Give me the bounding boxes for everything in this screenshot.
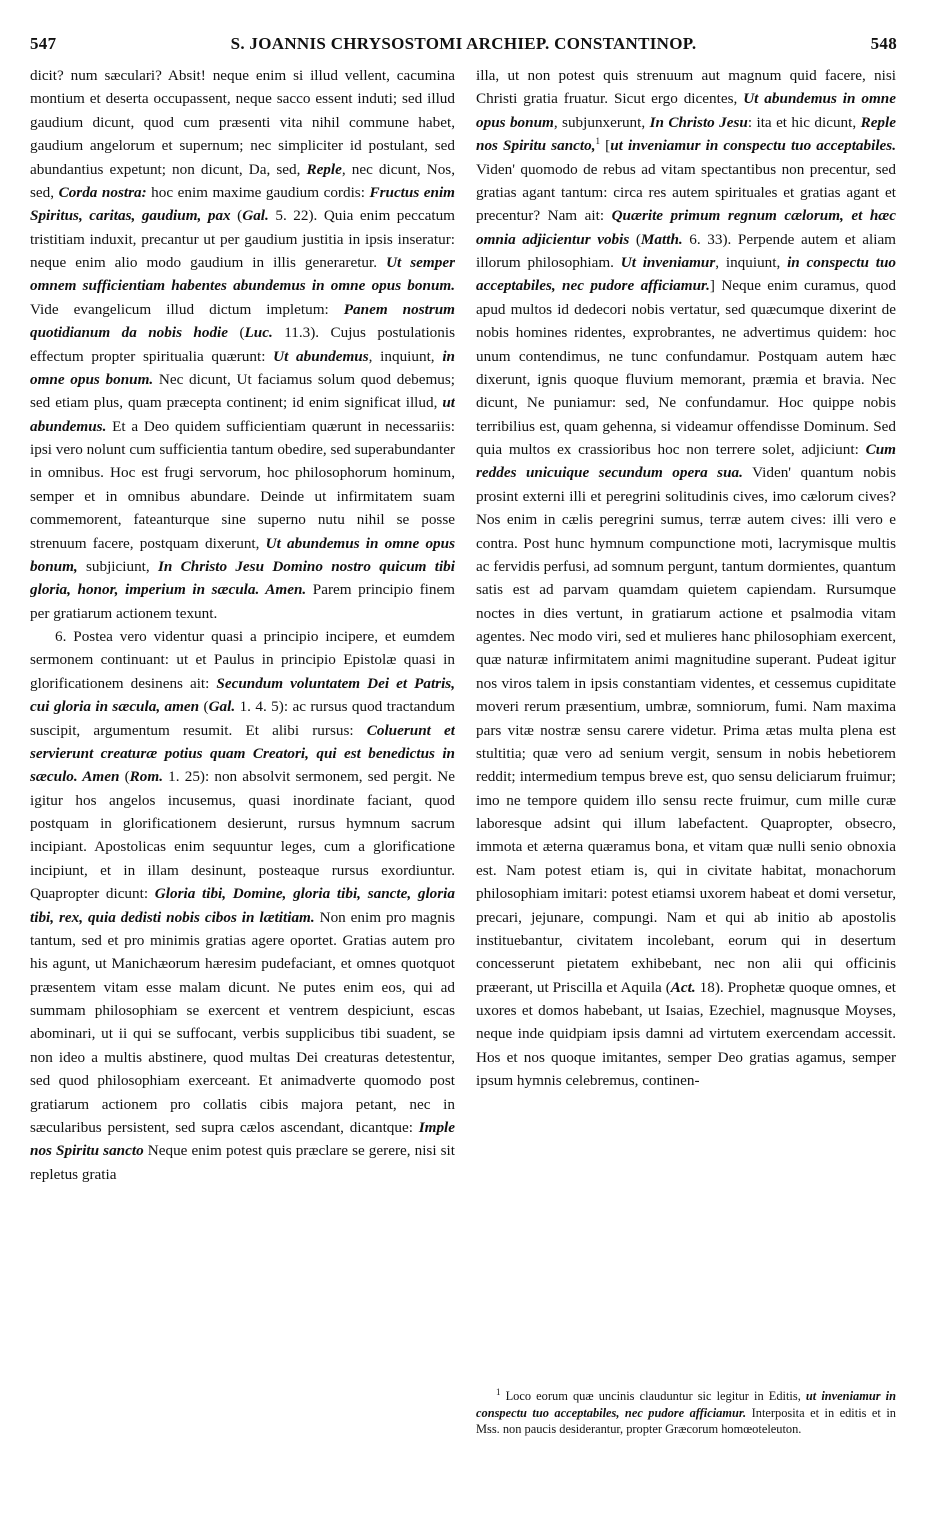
paragraph	[30, 64, 455, 625]
citation-text: Matth.	[640, 230, 683, 248]
body-text: hoc enim maxime gaudium cordis:	[146, 183, 370, 201]
body-text: ] Neque enim curamus, quod apud multos id dedecori nobis vertatur, sed quæcumque dixerint de nobis homines ridentes, exprobrantes, ne advertimus quidem: hoc unum contendimus, ne tunc confundamur. Postquam autem hæc dixerunt, ignis quoque fluvium memorant, præmia et bravia. Nec dicunt, Ne puniamur: sed, Ne confundamur. Hoc quippe nobis terribilius est, quam gehenna, si videamur offendisse Dominum. Sed quia multos ex crassioribus hoc non terrere solet, adjiciunt:	[476, 277, 896, 458]
body-text: (	[199, 698, 209, 716]
citation-text: In Christo Jesu	[649, 113, 748, 131]
paragraph	[30, 625, 455, 1186]
body-text: 1. 25): non absolvit sermonem, sed pergit. Ne igitur hos angelos incusemus, quasi inordinate faciant, quod postquam in glorificationem desierunt, rursus hymnum sacrum incipiant. Apostolicas enim sequuntur leges, cum a glorificatione incipiunt, et in illam desinunt, posteaque rursus exordiuntur. Quapropter dicunt:	[30, 768, 455, 903]
body-text: (	[228, 324, 245, 342]
body-text: Loco eorum quæ uncinis clauduntur sic legitur in Editis,	[500, 1389, 806, 1403]
citation-text: Corda nostra:	[58, 183, 147, 201]
citation-text: ut inveniamur in conspectu tuo acceptabiles, nec pudore afficiamur.	[476, 1389, 897, 1420]
citation-text: In Christo Jesu Domino nostro quicum tibi gloria, honor, imperium in sæcula. Amen.	[30, 557, 455, 599]
body-text: (	[119, 768, 130, 786]
right-column	[476, 64, 896, 1384]
citation-text: Cum reddes unicuique secundum opera sua.	[476, 441, 896, 482]
body-text: , subjunxerunt,	[553, 113, 650, 131]
citation-text: Panem nostrum quotidianum da nobis hodie	[30, 300, 455, 342]
body-text: 11.3). Cujus postulationis effectum propter spiritualia quærunt:	[30, 324, 455, 365]
left-column	[30, 64, 455, 1474]
citation-text: Act.	[670, 978, 696, 996]
citation-text: Fructus enim Spiritus, caritas, gaudium, pax	[30, 183, 455, 225]
page-number-right: 548	[870, 34, 897, 53]
body-text: , inquiunt,	[368, 347, 443, 365]
citation-text: Rom.	[129, 768, 163, 786]
body-text: 6. 33). Perpende autem et aliam illorum philosophiam.	[476, 230, 896, 271]
body-text: , nec dicunt, Nos, sed,	[30, 160, 455, 201]
citation-text: ut abundemus.	[30, 394, 455, 435]
body-text: Viden' quantum nobis prosint externi illi et peregrini solitudinis cives, imo cælorum cives? Nos enim in cælis peregrini sumus, terræ autem cives: illi vero e contra. Post hunc hymnum compunctione moti, lacrymisque multis ac fervidis perfusi, ad somnum pergunt, tantum dormientes, quantum satis est ad parvam quamdam quietem capiendam. Rursumque noctes in dies vertunt, in gratiarum actione et psalmodia vitam agentes. Nec modo viri, sed et mulieres hanc philosophiam exercent, quæ naturæ infirmitatem animi magnitudine superant. Pudeat igitur nos viros talem in ipsis constantiam videntes, et cessemus cupiditate moveri rerum præsentium, umbræ, somniorum, fumi. Nam maxima pars vitæ nostræ sensu carere videtur. Prima ætas multa plena est stultitia; quæ vero ad senium vergit, sensum in nobis hebetiorem reddit; intermedium tempus breve est, quo sensu deliciarum fruimur; imo ne tempore quidem illo sensu recte fruimur, cum mille curæ laboresque adsint qui illum labefactent. Quapropter, obsecro, immota et æterna quæramus bona, et vitam quæ nulli senio obnoxia est. Nam potest etiam is, qui in civitate habitat, monachorum philosophiam imitari: potest etiamsi uxorem habeat et domi versetur, precari, jejunare, compungi. Nam et qui ab initio ab apostolis instituebantur, civitatem incolebant, eorum qui in desertum concesserunt pietatem exhibebant, nec non alii qui officinis præerant, ut Priscilla et Aquila (	[476, 464, 896, 996]
body-text: (	[629, 230, 641, 248]
body-text: Et a Deo quidem sufficientiam quærunt in necessariis: ipsi vero nolunt cum sufficientia tantum obedire, sed superabundanter in omnibus. Hoc est frugi servorum, hoc philosophorum hominum, semper et in omnibus abundare. Deinde ut infirmitatem suam commemorent, fateanturque sine superno nutu nihil se posse strenuum facere, postquam dixerunt,	[30, 417, 455, 552]
citation-text: Ut abundemus in omne opus bonum	[476, 90, 896, 131]
body-text: Neque enim potest quis præclare se gerere, nisi sit repletus gratia	[30, 1142, 455, 1183]
paragraph	[476, 64, 896, 1093]
citation-text: Ut inveniamur	[620, 254, 716, 271]
body-text: subjiciunt,	[77, 557, 158, 575]
body-text: 5. 22). Quia enim peccatum tristitiam induxit, precantur ut per gaudium justitia in ipsis inseratur: neque enim alio modo gaudium in illis generaretur.	[30, 207, 455, 271]
running-title: S. JOANNIS CHRYSOSTOMI ARCHIEP. CONSTANTINOP.	[230, 34, 697, 53]
citation-text: Quærite primum regnum cælorum, et hæc omnia adjicientur vobis	[476, 207, 896, 248]
body-text: 6. Postea vero videntur quasi a principio incipere, et eumdem sermonem continuant: ut et Paulus in principio Epistolæ quasi in glorificationem desinens ait:	[30, 628, 455, 692]
footnote	[476, 1388, 896, 1438]
citation-text: in omne opus bonum.	[30, 347, 455, 388]
citation-text: Coluerunt et servierunt creaturæ potius quam Creatori, qui est benedictus in sæculo. Amen	[30, 721, 455, 786]
citation-text: Ut abundemus in omne opus bonum,	[30, 534, 455, 575]
body-text: Nec dicunt, Ut faciamus solum quod debemus; sed etiam plus, quam præcepta continent; id enim significat illud,	[30, 370, 455, 412]
footnote-marker: 1	[496, 1386, 501, 1397]
citation-text: Gal.	[242, 207, 269, 225]
body-text: Viden' quomodo de rebus ad vitam spectantibus non precentur, sed gratias agant tantum: circa res autem spirituales et gratias agant et precentur? Nam ait:	[476, 160, 896, 225]
body-text: Interposita et in editis et in Mss. non paucis desiderantur, propter Græcorum homœoteleuton.	[476, 1405, 896, 1436]
citation-text: Imple nos Spiritu sancto	[30, 1118, 455, 1160]
citation-text: Ut abundemus	[273, 347, 369, 365]
citation-text: Gloria tibi, Domine, gloria tibi, sancte, gloria tibi, rex, quia dedisti nobis cibos in lætitiam.	[30, 885, 455, 926]
body-text: , inquiunt,	[715, 254, 788, 271]
body-text: : ita et hic dicunt,	[747, 113, 861, 131]
body-text: Non enim pro magnis tantum, sed et pro minimis gratias agere oportet. Gratias autem pro his agunt, ut Manichæorum hæresim pudefaciant, et omnes quotquot præsentem vitam esse malam dicunt. Ne putes enim eos, qui ad summam philosophiam se exercent et ventrem despiciunt, escas abominari, ut ii qui se suffocant, verbis supplicibus tibi suadent, se non ideo a multis abstinere, quod multas Dei creaturas detestentur, sed quod philosophiam exerceant. Et animadverte quomodo post gratiarum actionem pro collatis cibis majora petant, nec in sæcularibus persistent, sed supra cælos ascendant, dicantque:	[30, 908, 455, 1136]
body-text: Parem principio finem per gratiarum actionem texunt.	[30, 581, 455, 622]
page-number-left: 547	[30, 34, 57, 53]
body-text: dicit? num sæculari? Absit! neque enim si illud vellent, cacumina montium et deserta occupassent, neque sacco essent induti; sed illud gaudium dicunt, quod cum præsenti vita nihil commune habet, gaudium angelorum et supernum; nec simpliciter id postulant, sed abundantius expetunt; non dicunt, Da, sed,	[30, 67, 455, 178]
citation-text: in conspectu tuo acceptabiles, nec pudore afficiamur.	[476, 254, 896, 295]
running-header	[30, 34, 897, 60]
body-text: 18). Prophetæ quoque omnes, et uxores et domos habebant, ut Isaias, Ezechiel, magnusque Moyses, neque inde quidpiam ipsis damni ad virtutem exercendam accessit. Hos et nos quoque imitantes, semper Deo gratias agamus, semper ipsum hymnis celebremus, continen-	[476, 978, 896, 1090]
citation-text: Ut semper omnem sufficientiam habentes abundemus in omne opus bonum.	[30, 254, 455, 295]
citation-text: Luc.	[244, 324, 273, 342]
body-text: illa, ut non potest quis strenuum aut magnum quid facere, nisi Christi gratia fruatur. Sicut ergo dicentes,	[476, 67, 896, 108]
citation-text: Gal.	[208, 698, 236, 716]
body-text: Vide evangelicum illud dictum impletum:	[30, 300, 344, 318]
body-text: [	[605, 137, 611, 155]
body-text: 1. 4. 5): ac rursus quod tractandum suscipit, argumentum resumit. Et alibi rursus:	[30, 698, 455, 739]
citation-text: ut inveniamur in conspectu tuo acceptabiles.	[610, 137, 896, 155]
citation-text: Secundum voluntatem Dei et Patris, cui gloria in sæcula, amen	[30, 674, 455, 716]
body-text: (	[230, 207, 243, 225]
citation-text: Reple nos Spiritu sancto,	[476, 113, 896, 155]
citation-text: Reple	[306, 160, 342, 178]
footnote-marker: 1	[595, 136, 601, 147]
